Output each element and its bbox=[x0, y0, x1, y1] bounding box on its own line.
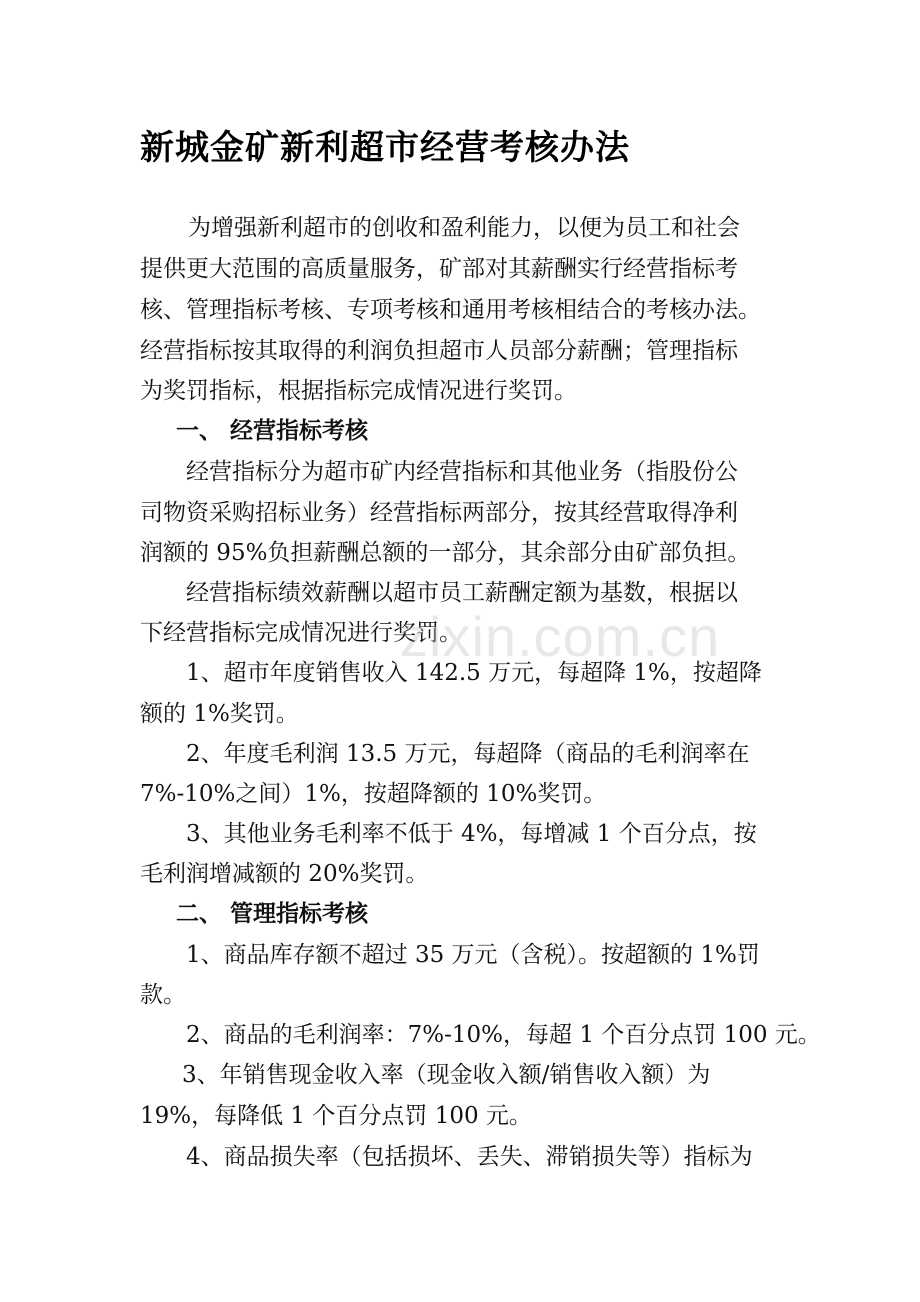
list-item-line: 1、超市年度销售收入 142.5 万元，每超降 1%，按超降 bbox=[186, 660, 762, 686]
paragraph-line: 提供更大范围的高质量服务，矿部对其薪酬实行经营指标考 bbox=[140, 256, 738, 282]
paragraph-line: 为增强新利超市的创收和盈利能力，以便为员工和社会 bbox=[188, 215, 740, 241]
section-heading-1: 一、 经营指标考核 bbox=[176, 417, 369, 444]
paragraph-line: 经营指标按其取得的利润负担超市人员部分薪酬；管理指标 bbox=[140, 338, 738, 364]
list-item-line: 毛利润增减额的 20%奖罚。 bbox=[140, 861, 429, 887]
list-item-line: 3、年销售现金收入率（现金收入额/销售收入额）为 bbox=[182, 1062, 711, 1088]
paragraph-line: 经营指标绩效薪酬以超市员工薪酬定额为基数，根据以 bbox=[186, 580, 738, 606]
section-heading-2: 二、 管理指标考核 bbox=[176, 900, 369, 927]
list-item-line: 款。 bbox=[140, 982, 186, 1008]
list-item-line: 2、商品的毛利润率：7%-10%，每超 1 个百分点罚 100 元。 bbox=[186, 1022, 821, 1048]
paragraph-line: 下经营指标完成情况进行奖罚。 bbox=[140, 620, 462, 646]
list-item-line: 4、商品损失率（包括损坏、丢失、滞销损失等）指标为 bbox=[186, 1144, 753, 1170]
paragraph-line: 为奖罚指标，根据指标完成情况进行奖罚。 bbox=[140, 378, 577, 404]
list-item-line: 3、其他业务毛利率不低于 4%，每增减 1 个百分点，按 bbox=[186, 821, 757, 847]
document-title: 新城金矿新利超市经营考核办法 bbox=[140, 128, 630, 168]
list-item-line: 2、年度毛利润 13.5 万元，每超降（商品的毛利润率在 bbox=[186, 741, 750, 767]
list-item-line: 1、商品库存额不超过 35 万元（含税）。按超额的 1%罚 bbox=[186, 942, 760, 968]
paragraph-line: 司物资采购招标业务）经营指标两部分，按其经营取得净利 bbox=[140, 500, 738, 526]
paragraph-line: 润额的 95%负担薪酬总额的一部分，其余部分由矿部负担。 bbox=[140, 540, 751, 566]
list-item-line: 额的 1%奖罚。 bbox=[140, 701, 299, 727]
list-item-line: 7%-10%之间）1%，按超降额的 10%奖罚。 bbox=[140, 781, 607, 807]
paragraph-line: 核、管理指标考核、专项考核和通用考核相结合的考核办法。 bbox=[140, 297, 761, 323]
paragraph-line: 经营指标分为超市矿内经营指标和其他业务（指股份公 bbox=[186, 459, 738, 485]
list-item-line: 19%，每降低 1 个百分点罚 100 元。 bbox=[140, 1103, 532, 1129]
watermark: zixin.com.cn bbox=[400, 605, 721, 668]
